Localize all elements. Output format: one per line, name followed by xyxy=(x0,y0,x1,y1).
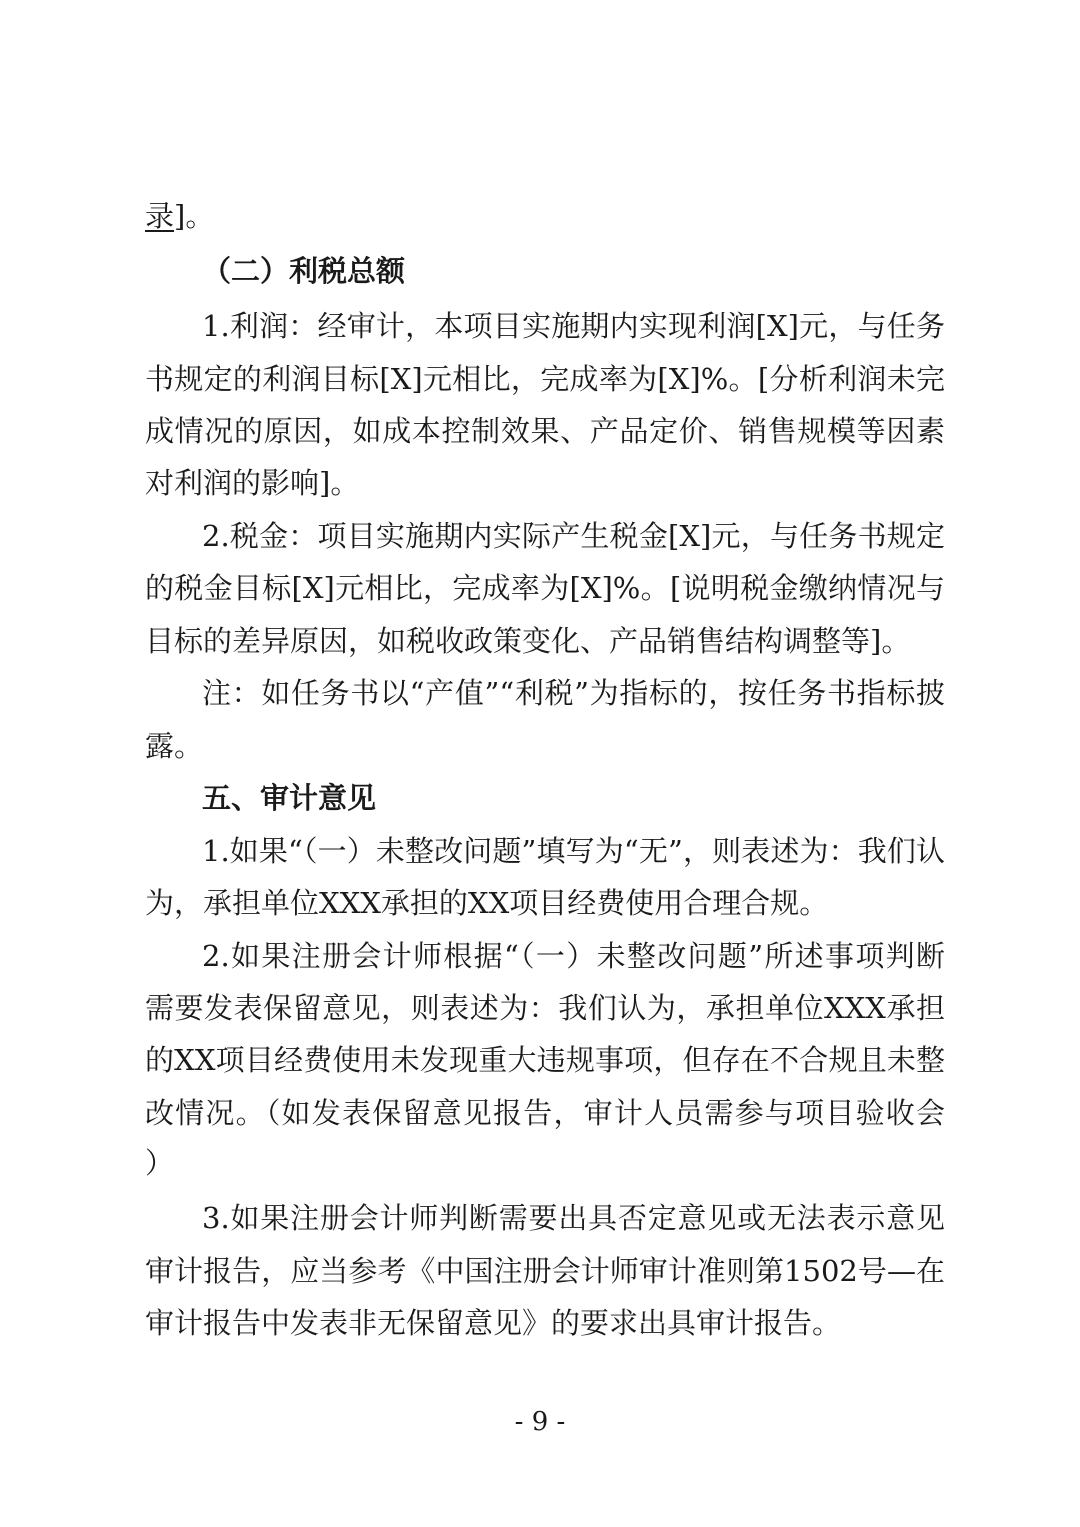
tax-line-2: 的税金目标[X]元相比，完成率为[X]%。[说明税金缴纳情况与 xyxy=(145,571,945,605)
opinion2-line-1: 2.如果注册会计师根据“（一）未整改问题”所述事项判断 xyxy=(202,939,945,973)
section-heading-audit-opinion: 五、审计意见 xyxy=(202,781,377,815)
note-line-1: 注：如任务书以“产值”“利税”为指标的，按任务书指标披 xyxy=(202,676,945,710)
opinion1-line-1: 1.如果“（一）未整改问题”填写为“无”，则表述为：我们认 xyxy=(202,834,945,868)
opinion1-line-2: 为，承担单位XXX承担的XX项目经费使用合理合规。 xyxy=(145,886,829,920)
opinion2-line-3: 的XX项目经费使用未发现重大违规事项，但存在不合规且未整 xyxy=(145,1043,945,1077)
opinion3-line-3: 审计报告中发表非无保留意见》的要求出具审计报告。 xyxy=(145,1306,842,1340)
profit-line-3: 成情况的原因，如成本控制效果、产品定价、销售规模等因素 xyxy=(145,414,945,448)
tax-line-1: 2.税金：项目实施期内实际产生税金[X]元，与任务书规定 xyxy=(202,519,945,553)
continuation-line xyxy=(145,196,945,236)
opinion2-line-4: 改情况。（如发表保留意见报告，审计人员需参与项目验收会 xyxy=(145,1096,945,1130)
section-heading-profit-tax: （二）利税总额 xyxy=(202,254,406,288)
opinion2-line-5: ） xyxy=(145,1146,175,1180)
profit-line-1: 1.利润：经审计，本项目实施期内实现利润[X]元，与任务 xyxy=(202,309,945,343)
opinion2-line-2: 需要发表保留意见，则表述为：我们认为，承担单位XXX承担 xyxy=(145,991,945,1025)
profit-line-4: 对利润的影响]。 xyxy=(145,466,360,500)
opinion3-line-1: 3.如果注册会计师判断需要出具否定意见或无法表示意见 xyxy=(202,1201,945,1235)
note-line-2: 露。 xyxy=(145,729,204,763)
tax-line-3: 目标的差异原因，如税收政策变化、产品销售结构调整等]。 xyxy=(145,624,911,658)
profit-line-2: 书规定的利润目标[X]元相比，完成率为[X]%。[分析利润未完 xyxy=(145,362,945,396)
opinion3-line-2: 审计报告，应当参考《中国注册会计师审计准则第1502号—在 xyxy=(145,1254,945,1288)
continuation-underlined-word: 录 xyxy=(145,199,175,233)
page-number: - 9 - xyxy=(514,1407,566,1437)
continuation-rest: ]。 xyxy=(174,199,215,233)
